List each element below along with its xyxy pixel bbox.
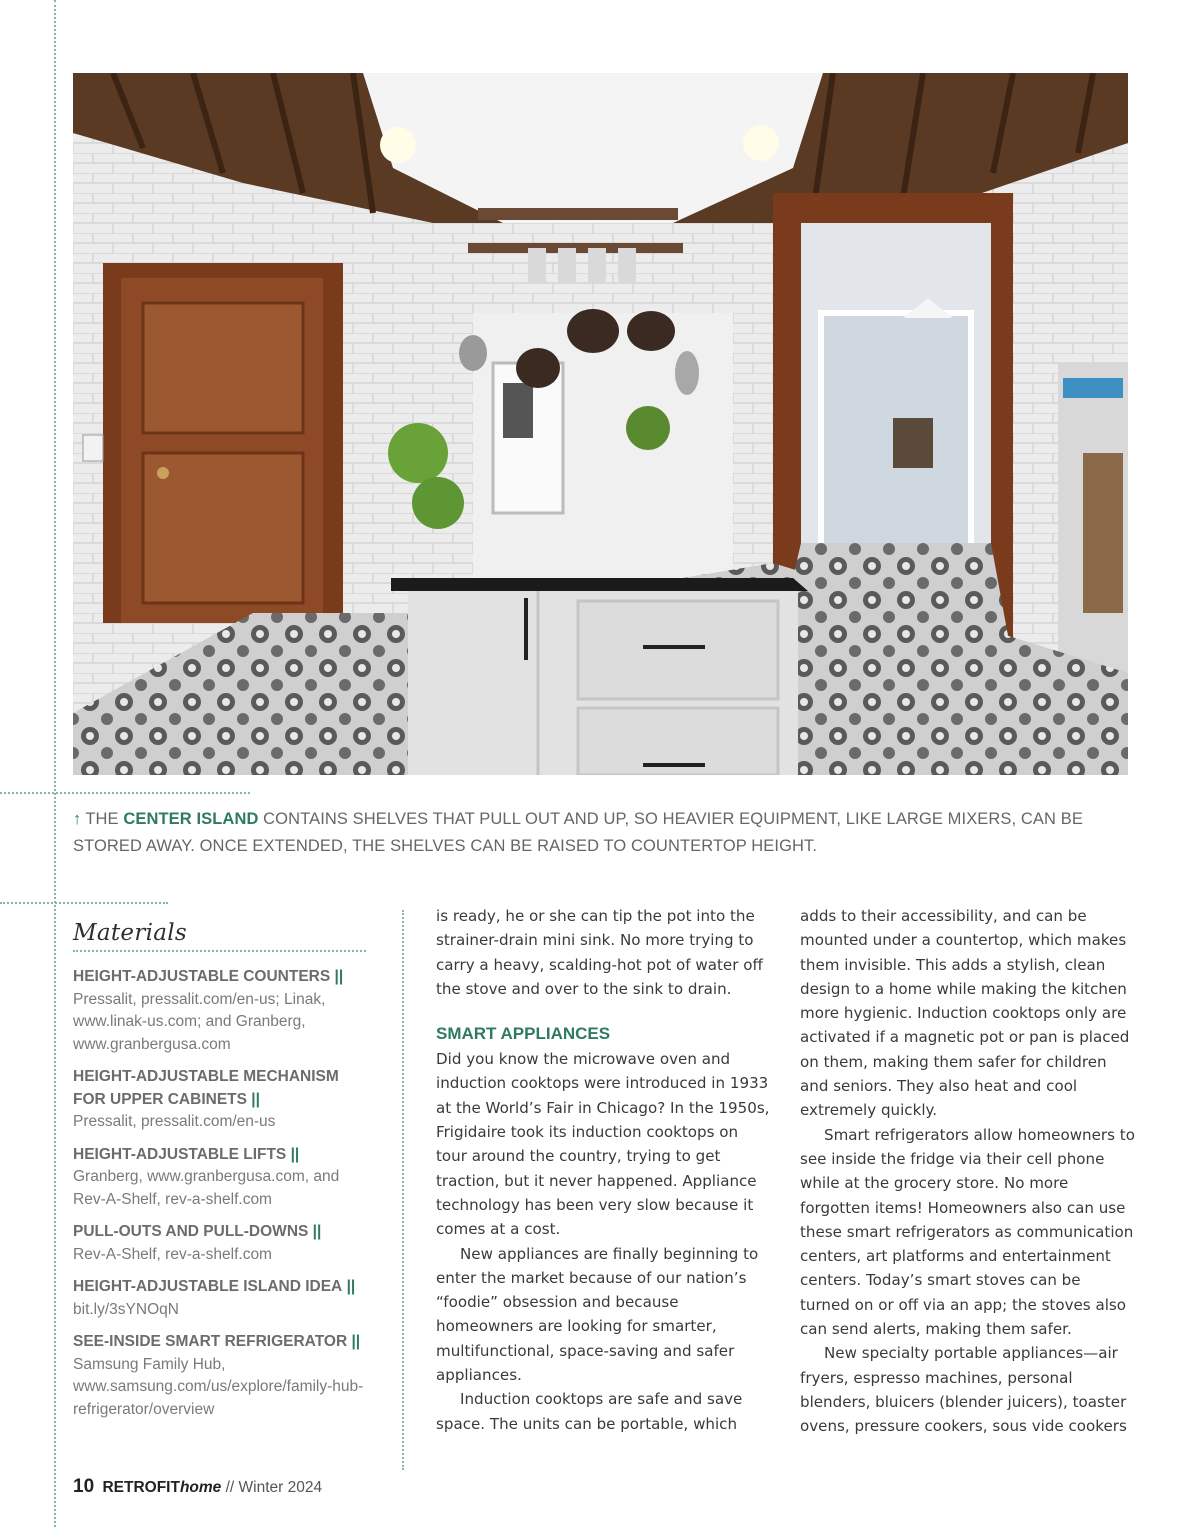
material-item-body: Pressalit, pressalit.com/en-us	[73, 1113, 276, 1130]
material-item-body: Pressalit, pressalit.com/en-us; Linak, www.linak-us.com; and Granberg, www.granbergusa.com	[73, 990, 326, 1053]
paragraph: Did you know the microwave oven and induction cooktops were introduced in 1933 at the World’s Fair in Chicago? In the 1950s, Frigidaire took its induction cooktops on tour around the country, trying to get traction, but it never happened. Appliance technology has been very slow because it comes at a cost.	[436, 1050, 770, 1239]
paragraph: adds to their accessibility, and can be mounted under a countertop, which makes them invisible. This adds a stylish, clean design to a home while making the kitchen more hygienic. Induction cooktops only are activated if a magnetic pot or pan is placed on them, making them safer for children and seniors. They also heat and cool extremely quickly.	[800, 907, 1130, 1120]
material-item-body: bit.ly/3sYNOqN	[73, 1300, 179, 1318]
material-item	[73, 1221, 368, 1266]
page-footer	[73, 1476, 322, 1498]
arrow-up-icon: ↑	[73, 810, 82, 828]
material-item-head: SEE-INSIDE SMART REFRIGERATOR	[73, 1333, 348, 1350]
photo-caption	[73, 806, 1133, 860]
paragraph: New appliances are finally beginning to enter the market because of our nation’s “foodie” obsession and because homeowners are looking for smarter, multifunctional, space-saving and safer appliances.	[436, 1244, 759, 1385]
material-item-head: HEIGHT-ADJUSTABLE ISLAND IDEA	[73, 1278, 343, 1295]
material-item	[73, 1144, 368, 1212]
kitchen-photo-image	[73, 73, 1128, 775]
material-item-head: HEIGHT-ADJUSTABLE LIFTS	[73, 1145, 287, 1163]
material-item-separator: ||	[346, 1278, 356, 1295]
caption-prefix: THE	[85, 810, 124, 828]
material-item-separator: ||	[312, 1223, 322, 1240]
caption-text: CONTAINS SHELVES THAT PULL OUT AND UP, SO HEAVIER EQUIPMENT, LIKE LARGE MIXERS, CAN BE STORED AWAY. ONCE EXTENDED, THE SHELVES CAN BE RAISED TO COUNTERTOP HEIGHT.	[73, 810, 1083, 855]
materials-sidebar	[73, 920, 368, 1431]
magazine-brand	[102, 1479, 221, 1496]
column-dotted-rule	[402, 910, 404, 1470]
article-column-2	[800, 904, 1135, 1439]
material-item	[73, 1276, 368, 1321]
brand-italic: home	[179, 1479, 222, 1496]
material-item-separator: ||	[334, 968, 344, 985]
material-item-separator: ||	[251, 1090, 260, 1108]
kitchen-photo	[73, 73, 1128, 775]
material-item-head: PULL-OUTS AND PULL-DOWNS	[73, 1223, 309, 1240]
brand-bold: RETROFIT	[102, 1479, 180, 1496]
sidebar-dotted-rule	[0, 902, 168, 904]
page-edge-dotted-rule	[54, 0, 56, 1527]
material-item-separator: ||	[351, 1333, 361, 1350]
paragraph: is ready, he or she can tip the pot into the strainer-drain mini sink. No more trying to carry a heavy, scalding-hot pot of water off the stove and over to the sink to drain.	[436, 907, 763, 998]
material-item	[73, 966, 368, 1056]
page-number: 10	[73, 1476, 95, 1497]
issue-label: // Winter 2024	[221, 1479, 323, 1496]
paragraph: Induction cooktops are safe and save space. The units can be portable, which	[436, 1390, 743, 1433]
material-item-body: Rev-A-Shelf, rev-a-shelf.com	[73, 1245, 272, 1263]
materials-title: Materials	[73, 920, 366, 952]
material-item-separator: ||	[290, 1145, 300, 1163]
material-item	[73, 1066, 368, 1134]
paragraph: Smart refrigerators allow homeowners to see inside the fridge via their cell phone while at the grocery store. No more forgotten items! Homeowners also can use these smart refrigerators as communication centers, art platforms and entertainment centers. Today’s smart stoves can be turned on or off via an app; the stoves also can send alerts, making them safer.	[800, 1125, 1135, 1339]
material-item-body: Granberg, www.granbergusa.com, and Rev-A-Shelf, rev-a-shelf.com	[73, 1168, 340, 1208]
paragraph: New specialty portable appliances—air fryers, espresso machines, personal blenders, bluicers (blender juicers), toaster ovens, pressure cookers, sous vide cookers	[800, 1344, 1127, 1436]
material-item	[73, 1331, 368, 1421]
material-item-head: HEIGHT-ADJUSTABLE COUNTERS	[73, 968, 331, 985]
material-item-head: HEIGHT-ADJUSTABLE MECHANISM FOR UPPER CABINETS	[73, 1068, 339, 1108]
section-heading: SMART APPLIANCES	[436, 1024, 611, 1044]
article-column-1	[436, 904, 771, 1436]
material-item-body: Samsung Family Hub, www.samsung.com/us/explore/family-hub-refrigerator/overview	[73, 1355, 364, 1418]
caption-dotted-rule	[0, 792, 250, 794]
caption-highlight: CENTER ISLAND	[123, 810, 259, 828]
